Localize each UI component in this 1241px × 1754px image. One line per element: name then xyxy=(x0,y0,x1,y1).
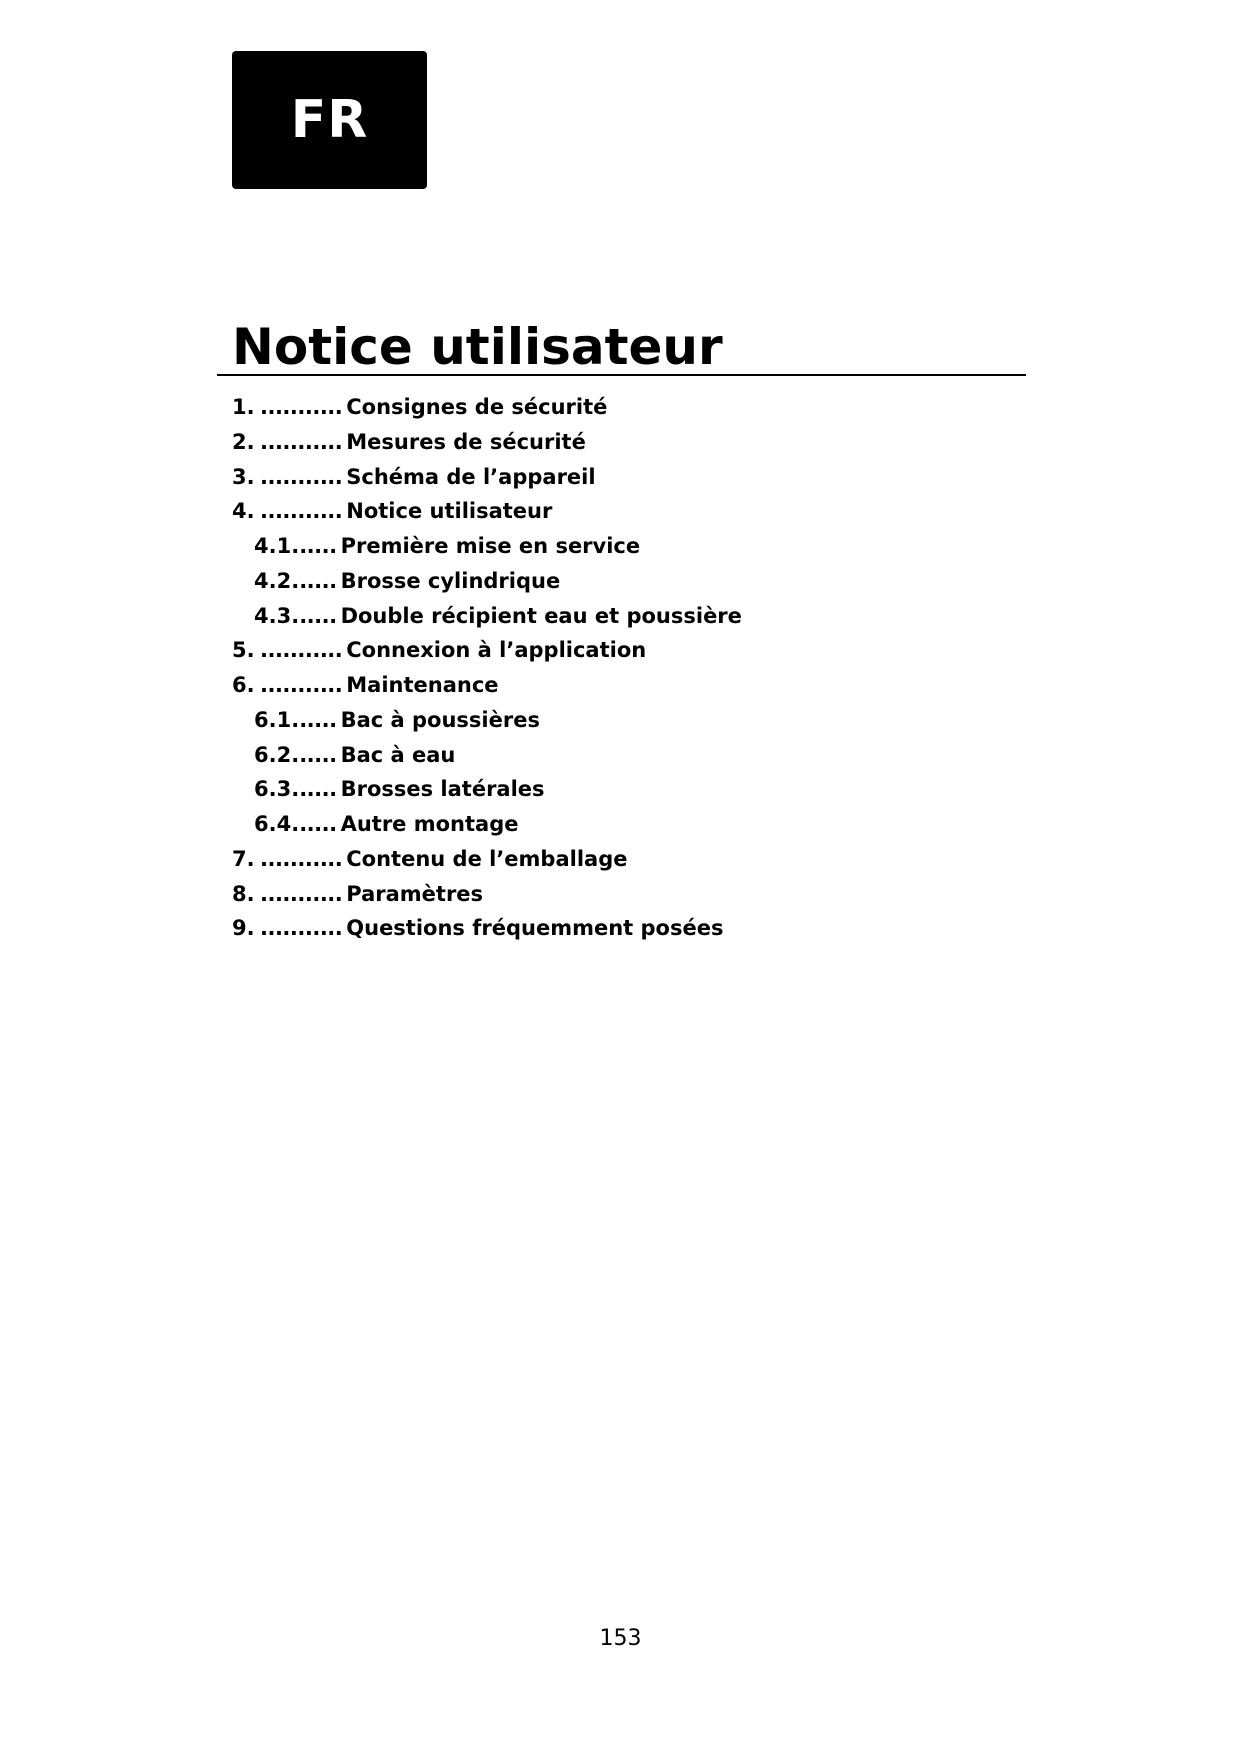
toc-entry-leader: ..... xyxy=(299,777,337,802)
toc-entry-label: Double récipient eau et poussière xyxy=(340,603,742,628)
toc-entry[interactable] xyxy=(232,911,742,946)
toc-entry-label: Autre montage xyxy=(340,812,519,836)
toc-entry[interactable] xyxy=(232,703,742,738)
toc-entry-label: Questions fréquemment posées xyxy=(346,916,724,941)
toc-entry[interactable] xyxy=(232,877,742,912)
toc-entry-leader: ..... xyxy=(299,812,337,836)
toc-entry-leader: ........... xyxy=(260,395,343,419)
toc-entry[interactable] xyxy=(232,807,742,842)
toc-entry[interactable] xyxy=(232,738,742,773)
toc-entry-leader: ..... xyxy=(299,603,337,628)
toc-entry[interactable] xyxy=(232,599,742,634)
toc-entry-leader: ........... xyxy=(260,881,343,906)
toc-entry-leader: ........... xyxy=(260,499,343,524)
toc-entry-leader: ........... xyxy=(260,429,343,454)
toc-entry-number: 6.4. xyxy=(254,812,300,836)
toc-entry-leader: ..... xyxy=(299,707,337,732)
toc-entry-label: Bac à poussières xyxy=(340,707,540,732)
toc-entry[interactable] xyxy=(232,529,742,564)
toc-entry-number: 3. xyxy=(232,464,255,489)
toc-entry-label: Consignes de sécurité xyxy=(346,395,608,419)
toc-entry-leader: ........... xyxy=(260,673,343,697)
toc-entry[interactable] xyxy=(232,564,742,599)
toc-entry-label: Connexion à l’application xyxy=(346,638,647,663)
toc-entry-number: 6.2. xyxy=(254,742,300,767)
language-badge: FR xyxy=(232,51,427,189)
toc-entry[interactable] xyxy=(232,633,742,668)
toc-entry-label: Brosse cylindrique xyxy=(340,568,561,593)
toc-entry-number: 6.3. xyxy=(254,777,300,802)
toc-entry-number: 7. xyxy=(232,846,255,871)
toc-entry-number: 4. xyxy=(232,499,255,524)
toc-entry-number: 9. xyxy=(232,916,255,941)
toc-entry[interactable] xyxy=(232,425,742,460)
title-underline xyxy=(217,374,1026,376)
toc-entry-number: 4.3. xyxy=(254,603,300,628)
toc-entry-label: Schéma de l’appareil xyxy=(346,464,596,489)
toc-entry[interactable] xyxy=(232,772,742,807)
toc-entry-leader: ........... xyxy=(260,916,343,941)
page-number: 153 xyxy=(599,1626,642,1651)
page-title: Notice utilisateur xyxy=(232,318,723,376)
toc-entry-label: Première mise en service xyxy=(340,534,641,558)
toc-entry-leader: ........... xyxy=(260,464,343,489)
toc-entry-label: Mesures de sécurité xyxy=(346,429,586,454)
toc-entry[interactable] xyxy=(232,390,742,425)
toc-entry-number: 5. xyxy=(232,638,255,663)
toc-entry-label: Paramètres xyxy=(346,881,484,906)
toc-entry-number: 8. xyxy=(232,881,255,906)
toc-entry[interactable] xyxy=(232,460,742,495)
toc-entry-number: 4.2. xyxy=(254,568,300,593)
toc-entry-number: 4.1. xyxy=(254,534,300,558)
toc-entry-leader: ..... xyxy=(299,742,337,767)
toc-entry-label: Contenu de l’emballage xyxy=(346,846,628,871)
toc-entry-label: Bac à eau xyxy=(340,742,456,767)
toc-entry-leader: ........... xyxy=(260,846,343,871)
toc-entry-label: Brosses latérales xyxy=(340,777,545,802)
toc-entry[interactable] xyxy=(232,842,742,877)
toc-entry-leader: ..... xyxy=(299,534,337,558)
toc-entry[interactable] xyxy=(232,494,742,529)
toc-entry-number: 1. xyxy=(232,395,255,419)
table-of-contents xyxy=(232,390,742,946)
toc-entry-number: 6.1. xyxy=(254,707,300,732)
toc-entry-label: Maintenance xyxy=(346,673,499,697)
toc-entry-number: 2. xyxy=(232,429,255,454)
toc-entry-label: Notice utilisateur xyxy=(346,499,553,524)
toc-entry-leader: ..... xyxy=(299,568,337,593)
toc-entry-leader: ........... xyxy=(260,638,343,663)
toc-entry[interactable] xyxy=(232,668,742,703)
toc-entry-number: 6. xyxy=(232,673,255,697)
